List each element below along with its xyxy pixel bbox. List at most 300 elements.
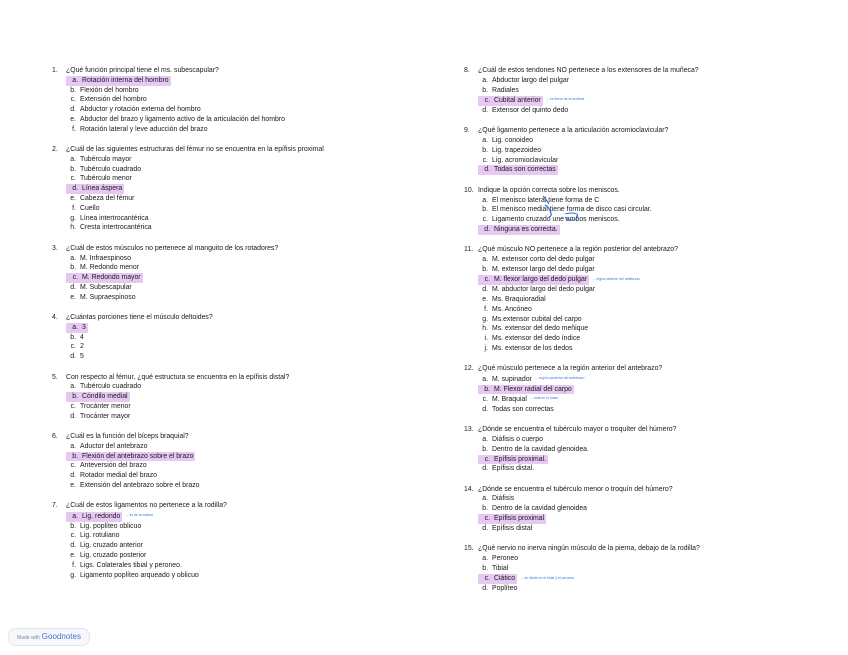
answer-option[interactable]	[52, 214, 432, 224]
option-letter: d.	[70, 353, 76, 361]
question-block	[52, 501, 432, 580]
option-text: Lig. redondo	[82, 512, 121, 520]
answer-option[interactable]	[52, 333, 432, 343]
answer-highlight	[478, 165, 558, 175]
question-block	[52, 244, 432, 303]
option-text: Tubérculo cuadrado	[80, 383, 142, 391]
answer-text-wrap	[478, 256, 595, 263]
answer-text-wrap	[66, 334, 84, 341]
handwritten-note: → región posterior del antebrazo	[534, 375, 585, 380]
option-letter: b.	[482, 505, 488, 513]
question-block	[464, 126, 844, 175]
option-text: Poplíteo	[492, 585, 518, 593]
answer-text-wrap	[66, 87, 139, 94]
option-letter: b.	[70, 333, 76, 341]
answer-text-wrap	[66, 353, 84, 360]
answer-text-wrap	[66, 215, 149, 222]
option-text: Tubérculo mayor	[80, 155, 132, 163]
answer-option[interactable]	[464, 435, 844, 445]
answer-option[interactable]	[52, 204, 432, 214]
option-letter: c.	[70, 532, 76, 540]
option-text: M. extensor corto del dedo pulgar	[492, 255, 595, 263]
answer-highlight	[66, 323, 88, 333]
answer-option[interactable]	[464, 196, 844, 206]
option-letter: d.	[70, 283, 76, 291]
question-block	[464, 425, 844, 474]
answer-option[interactable]	[52, 522, 432, 532]
option-letter: d.	[70, 106, 76, 114]
question-block	[52, 313, 432, 362]
option-text: Anteversión del brazo	[80, 462, 147, 470]
question-block	[464, 245, 844, 354]
answer-option[interactable]	[464, 106, 844, 116]
question-number: 1.	[52, 67, 58, 74]
answer-text-wrap	[66, 126, 208, 133]
question-number: 9.	[464, 127, 470, 135]
question-number: 12.	[464, 365, 474, 373]
question-block	[464, 364, 844, 414]
answer-option[interactable]	[464, 305, 844, 315]
answer-text-wrap	[66, 562, 182, 569]
option-text: Lig. trapezoideo	[492, 146, 542, 154]
handwritten-note: → es flexor de la muñeca	[545, 97, 585, 102]
answer-option[interactable]	[464, 464, 844, 474]
answer-option[interactable]	[464, 494, 844, 504]
answer-option[interactable]	[464, 285, 844, 295]
option-text: Todas son correctas	[492, 405, 554, 413]
option-letter: e.	[482, 295, 488, 303]
answer-option[interactable]	[464, 86, 844, 96]
answer-option-selected[interactable]	[464, 455, 844, 465]
option-text: Lig. poplíteo oblicuo	[80, 522, 142, 530]
answer-highlight	[66, 452, 195, 462]
answer-text-wrap	[478, 296, 546, 303]
answer-option[interactable]	[52, 105, 432, 115]
option-text: Ms.extensor cubital del carpo	[492, 315, 582, 323]
option-letter: b.	[72, 393, 78, 401]
option-text: Ciático	[494, 575, 516, 583]
answer-option[interactable]	[52, 194, 432, 204]
answer-highlight	[478, 385, 574, 395]
answer-option-selected[interactable]	[464, 574, 844, 585]
option-letter: d.	[482, 286, 488, 294]
answer-option[interactable]	[52, 571, 432, 581]
option-letter: d.	[482, 585, 488, 593]
option-text: Extensión del hombro	[80, 96, 147, 104]
question-number: 8.	[464, 67, 470, 74]
answer-option-selected[interactable]	[52, 511, 432, 522]
option-text: Peroneo	[492, 554, 519, 562]
answer-option[interactable]	[52, 86, 432, 96]
option-letter: d.	[70, 412, 76, 420]
answer-option[interactable]	[464, 324, 844, 334]
answer-option[interactable]	[464, 564, 844, 574]
answer-option-selected[interactable]	[464, 385, 844, 395]
answer-option[interactable]	[52, 263, 432, 273]
answer-text-wrap	[66, 195, 134, 202]
answer-text-wrap	[478, 465, 534, 472]
option-text: Lig. acromioclavicular	[492, 156, 559, 164]
question-text	[52, 313, 432, 323]
option-text: Ligamento cruzado une ambos meniscos.	[492, 216, 620, 224]
option-text: Trocánter menor	[80, 402, 131, 410]
answer-text-wrap	[66, 156, 131, 163]
handwritten-note: → está en el brazo	[529, 396, 559, 401]
answer-text-wrap	[478, 396, 527, 403]
question-label: Indique la opción correcta sobre los meniscos.	[478, 186, 620, 194]
answer-text-wrap	[478, 376, 532, 383]
option-letter: a.	[482, 375, 488, 383]
option-text: Lig. conoideo	[492, 137, 533, 145]
option-letter: h.	[70, 224, 76, 232]
answer-text-wrap	[478, 555, 518, 562]
question-text	[52, 501, 432, 511]
answer-option-selected[interactable]	[52, 392, 432, 402]
option-text: El menisco medial tiene forma de disco casi circular.	[492, 206, 652, 214]
question-text	[464, 544, 844, 554]
option-text: Ms. Braquioradial	[492, 295, 546, 303]
answer-option[interactable]	[464, 504, 844, 514]
option-letter: f.	[72, 561, 76, 569]
answer-option[interactable]	[464, 554, 844, 564]
option-text: M. flexor largo del dedo pulgar	[494, 276, 588, 284]
answer-text-wrap	[478, 286, 595, 293]
handwritten-note: → región anterior del antebrazo	[592, 276, 641, 281]
answer-text-wrap	[66, 264, 139, 271]
option-text: Abductor del brazo y ligamento activo de la articulación del hombro	[80, 115, 285, 123]
answer-option[interactable]	[464, 136, 844, 146]
option-text: Abductor largo del pulgar	[492, 76, 569, 84]
answer-option[interactable]	[52, 125, 432, 135]
answer-highlight	[66, 76, 171, 86]
answer-text-wrap	[478, 525, 532, 532]
answer-text-wrap	[478, 316, 582, 323]
answer-text-wrap	[66, 255, 131, 262]
answer-text-wrap	[478, 107, 568, 114]
answer-text-wrap	[478, 77, 569, 84]
question-text	[464, 126, 844, 136]
answer-option[interactable]	[52, 155, 432, 165]
question-number: 14.	[464, 485, 474, 493]
answer-highlight	[66, 273, 143, 283]
answer-text-wrap	[66, 552, 146, 559]
option-text: 4	[80, 333, 84, 341]
answer-option-selected[interactable]	[52, 452, 432, 462]
answer-option-selected[interactable]	[464, 225, 844, 235]
question-number: 13.	[464, 426, 474, 434]
handwritten-note: → se divide en el tibial y el peroneo	[520, 575, 575, 580]
answer-text-wrap	[478, 325, 588, 332]
answer-highlight	[478, 225, 560, 235]
option-text: Rotación interna del hombro	[82, 76, 169, 84]
answer-option[interactable]	[464, 255, 844, 265]
option-text: Lig. cruzado posterior	[80, 552, 147, 559]
answer-option-selected[interactable]	[464, 275, 844, 286]
answer-text-wrap	[478, 565, 508, 572]
option-letter: a.	[70, 155, 76, 163]
question-label: ¿Qué músculo NO pertenece a la región posterior del antebrazo?	[478, 246, 678, 254]
option-letter: a.	[482, 435, 488, 443]
answer-option[interactable]	[52, 402, 432, 412]
option-text: Abductor y rotación externa del hombro	[80, 106, 201, 114]
option-letter: b.	[482, 206, 488, 214]
answer-option[interactable]	[464, 405, 844, 415]
answer-text-wrap	[478, 147, 541, 154]
answer-option[interactable]	[464, 334, 844, 344]
option-letter: a.	[70, 442, 76, 450]
option-text: Ms. Ancóneo	[492, 305, 532, 313]
answer-option[interactable]	[52, 293, 432, 303]
answer-text-wrap	[66, 532, 119, 539]
question-text	[464, 425, 844, 435]
option-text: Lig. rotuliano	[80, 532, 120, 540]
answer-text-wrap	[478, 157, 558, 164]
question-text	[52, 145, 432, 155]
option-letter: b.	[482, 146, 488, 154]
answer-option[interactable]	[52, 551, 432, 561]
option-letter: e.	[70, 481, 76, 489]
option-text: Cóndilo medial	[82, 393, 128, 401]
option-letter: e.	[70, 195, 76, 203]
option-text: M. Supraespinoso	[80, 293, 136, 301]
answer-text-wrap	[478, 495, 514, 502]
answer-option[interactable]	[52, 165, 432, 175]
option-letter: g.	[70, 214, 76, 222]
answer-text-wrap	[478, 505, 587, 512]
option-letter: c.	[70, 462, 76, 470]
answer-option[interactable]	[52, 382, 432, 392]
answer-option[interactable]	[464, 374, 844, 385]
question-text	[52, 373, 432, 383]
option-letter: a.	[72, 512, 78, 520]
option-text: Ms. extensor del dedo índice	[492, 335, 581, 343]
question-label: ¿Cuántas porciones tiene el músculo deltoides?	[66, 314, 213, 322]
option-letter: c.	[70, 402, 76, 410]
option-text: M. Flexor radial del carpo	[494, 385, 572, 393]
option-letter: a.	[70, 383, 76, 391]
option-text: Todas son correctas	[494, 166, 556, 174]
question-label: Con respecto al fémur, ¿qué estructura se encuentra en la epífisis distal?	[66, 373, 290, 381]
option-letter: c.	[72, 274, 78, 282]
answer-option[interactable]	[52, 481, 432, 491]
option-letter: d.	[482, 405, 488, 413]
answer-text-wrap	[66, 413, 130, 420]
option-text: Flexión del antebrazo sobre el brazo	[82, 452, 194, 460]
option-letter: d.	[482, 524, 488, 532]
answer-highlight	[66, 392, 130, 402]
answer-option[interactable]	[52, 561, 432, 571]
option-text: Aductor del antebrazo	[80, 442, 148, 450]
option-text: Cabeza del fémur	[80, 195, 135, 203]
option-letter: f.	[72, 125, 76, 133]
answer-text-wrap	[478, 266, 595, 273]
option-text: M. supinador	[492, 375, 532, 383]
question-label: ¿Qué músculo pertenece a la región anterior del antebrazo?	[478, 365, 663, 373]
option-letter: i.	[484, 335, 488, 343]
option-letter: f.	[72, 204, 76, 212]
question-text	[464, 364, 844, 374]
option-text: Línea intertrocantérica	[80, 214, 149, 222]
option-text: M. extensor largo del dedo pulgar	[492, 265, 595, 273]
option-text: El menisco lateral tiene forma de C	[492, 196, 600, 204]
answer-option[interactable]	[464, 265, 844, 275]
answer-option[interactable]	[464, 394, 844, 405]
option-letter: c.	[484, 276, 490, 284]
option-letter: e.	[70, 115, 76, 123]
option-text: 2	[80, 343, 84, 351]
answer-option-selected[interactable]	[52, 273, 432, 283]
answer-highlight	[478, 574, 517, 584]
question-text	[52, 66, 432, 76]
answer-text-wrap	[66, 106, 201, 113]
answer-option[interactable]	[52, 115, 432, 125]
answer-option[interactable]	[52, 283, 432, 293]
answer-text-wrap	[66, 175, 132, 182]
answer-option[interactable]	[52, 531, 432, 541]
goodnotes-badge[interactable]	[8, 628, 90, 646]
option-text: Epífisis proximal	[494, 515, 545, 523]
answer-option[interactable]	[464, 524, 844, 534]
answer-option[interactable]	[464, 205, 844, 215]
option-text: 5	[80, 353, 84, 361]
option-letter: b.	[482, 86, 488, 94]
question-number: 15.	[464, 545, 474, 553]
answer-text-wrap	[478, 306, 532, 313]
option-letter: g.	[482, 315, 488, 323]
answer-highlight	[66, 512, 122, 522]
answer-text-wrap	[66, 284, 132, 291]
option-letter: a.	[482, 255, 488, 263]
question-block	[464, 544, 844, 594]
option-text: Dentro de la cavidad glenoidea	[492, 505, 588, 513]
answer-text-wrap	[478, 585, 517, 592]
answer-highlight	[478, 96, 543, 106]
option-letter: c.	[484, 97, 490, 105]
answer-option[interactable]	[464, 146, 844, 156]
option-letter: a.	[482, 76, 488, 84]
option-letter: d.	[484, 166, 490, 174]
answer-text-wrap	[66, 96, 147, 103]
option-text: Extensión del antebrazo sobre el brazo	[80, 481, 200, 489]
option-letter: b.	[484, 385, 490, 393]
question-label: ¿Cuál de las siguientes estructuras del fémur no se encuentra en la epífisis proximal	[66, 146, 324, 154]
answer-option[interactable]	[464, 584, 844, 594]
answer-text-wrap	[478, 137, 533, 144]
answer-text-wrap	[66, 403, 131, 410]
option-letter: a.	[482, 137, 488, 145]
answer-option[interactable]	[52, 541, 432, 551]
option-text: Lig. cruzado anterior	[80, 542, 143, 550]
answer-text-wrap	[478, 216, 620, 223]
option-text: Diáfisis o cuerpo	[492, 435, 543, 443]
answer-option[interactable]	[52, 342, 432, 352]
option-text: Tibial	[492, 564, 509, 572]
answer-option[interactable]	[52, 352, 432, 362]
answer-option[interactable]	[52, 174, 432, 184]
question-text	[52, 432, 432, 442]
option-letter: c.	[482, 156, 488, 164]
answer-text-wrap	[478, 335, 580, 342]
right-question-column	[464, 66, 844, 604]
option-text: M. Braquial	[492, 396, 527, 404]
answer-option[interactable]	[464, 76, 844, 86]
question-block	[52, 66, 432, 135]
option-letter: c.	[484, 455, 490, 463]
answer-option[interactable]	[52, 442, 432, 452]
answer-option[interactable]	[52, 254, 432, 264]
answer-option[interactable]	[464, 295, 844, 305]
option-letter: b.	[70, 522, 76, 530]
answer-option[interactable]	[52, 412, 432, 422]
answer-text-wrap	[66, 383, 141, 390]
question-text	[464, 186, 844, 196]
answer-text-wrap	[66, 443, 147, 450]
option-letter: a.	[72, 76, 78, 84]
question-label: ¿Dónde se encuentra el tubérculo menor o troquín del húmero?	[478, 485, 673, 493]
question-label: ¿Cuál es la función del bíceps braquial?	[66, 433, 189, 440]
answer-option-selected[interactable]	[464, 514, 844, 524]
option-letter: b.	[70, 86, 76, 94]
answer-text-wrap	[66, 224, 152, 231]
question-label: ¿Qué ligamento pertenece a la articulación acromioclavicular?	[478, 127, 669, 135]
brand-name: Goodnotes	[41, 632, 81, 641]
question-number: 6.	[52, 433, 58, 440]
option-letter: f.	[484, 305, 488, 313]
question-number: 5.	[52, 373, 58, 381]
answer-option[interactable]	[464, 215, 844, 225]
option-text: Flexión del hombro	[80, 86, 139, 94]
question-number: 3.	[52, 244, 58, 252]
answer-option-selected[interactable]	[52, 184, 432, 194]
option-text: Ninguna es correcta.	[494, 225, 558, 233]
question-block	[52, 373, 432, 422]
answer-option-selected[interactable]	[52, 76, 432, 86]
option-letter: a.	[70, 254, 76, 262]
option-text: Tubérculo cuadrado	[80, 165, 142, 173]
option-letter: b.	[70, 264, 76, 272]
answer-option-selected[interactable]	[464, 95, 844, 106]
option-letter: g.	[70, 571, 76, 579]
answer-text-wrap	[478, 206, 652, 213]
option-text: Cuello	[80, 204, 100, 212]
option-letter: a.	[482, 495, 488, 503]
answer-option[interactable]	[52, 223, 432, 233]
answer-option[interactable]	[52, 461, 432, 471]
answer-option[interactable]	[464, 315, 844, 325]
answer-option[interactable]	[464, 344, 844, 354]
answer-option[interactable]	[52, 471, 432, 481]
question-text	[464, 245, 844, 255]
answer-option[interactable]	[52, 95, 432, 105]
answer-highlight	[478, 455, 548, 465]
question-block	[464, 66, 844, 116]
option-letter: d.	[484, 225, 490, 233]
option-text: Ligamento poplíteo arqueado y oblicuo	[80, 571, 199, 579]
option-text: Diáfisis	[492, 495, 515, 503]
option-letter: a.	[482, 554, 488, 562]
answer-option[interactable]	[464, 156, 844, 166]
question-block	[464, 186, 844, 235]
answer-text-wrap	[66, 523, 141, 530]
brand-prefix: Made with	[17, 635, 40, 641]
answer-option[interactable]	[464, 445, 844, 455]
question-label: ¿Cuál de estos ligamentos no pertenece a la rodilla?	[66, 502, 227, 510]
answer-option-selected[interactable]	[52, 323, 432, 333]
answer-option-selected[interactable]	[464, 165, 844, 175]
answer-text-wrap	[66, 116, 285, 123]
answer-text-wrap	[478, 197, 599, 204]
option-letter: d.	[70, 472, 76, 480]
